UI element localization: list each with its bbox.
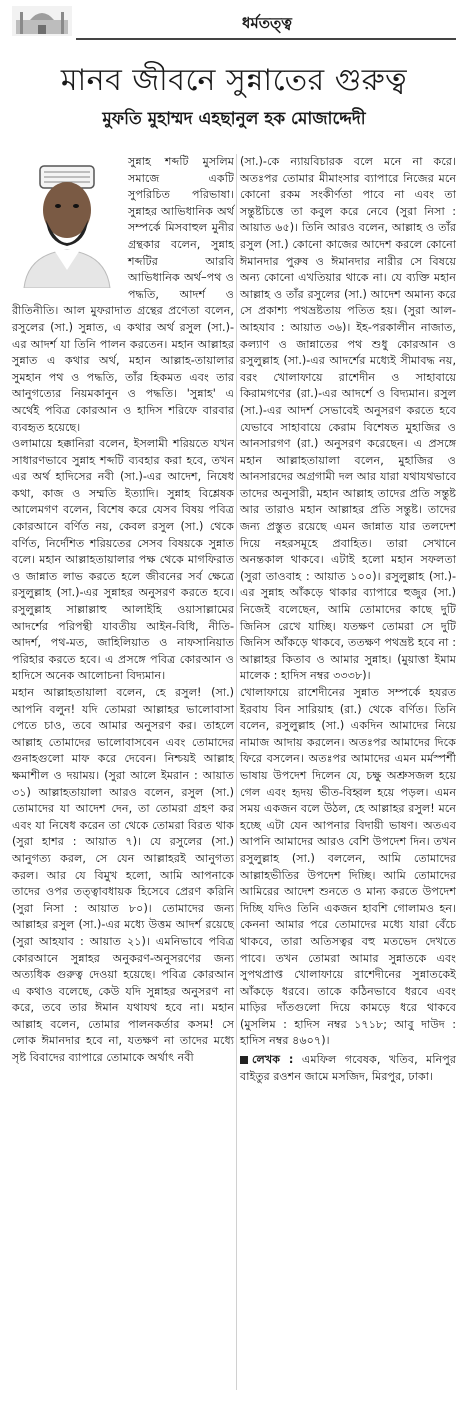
mosque-icon [12,6,72,36]
article-column-right [240,154,456,1085]
article-paragraph: (সা.)-কে ন্যায়বিচারক বলে মনে না করে। অতঃপর তোমার মীমাংসার ব্যাপারে নিজের মনে কোনো রকম সংকীর্ণতা পাবে না এবং তা সন্তুষ্টচিত্তে তা কবুল করে নেবে (সুরা নিসা : আয়াত ৬৫)। তিনি আরও বলেন, আল্লাহ ও তাঁর রসুল (সা.) কোনো কাজের আদেশ করলে কোনো ঈমানদার পুরুষ ও ঈমানদার নারীর সে বিষয়ে অন্য কোনো এখতিয়ার থাকে না। যে ব্যক্তি মহান আল্লাহ ও তাঁর রসুলের (সা.) আদেশ অমান্য করে সে প্রকাশ্য পথভ্রষ্টতায় পতিত হয়। (সুরা আল-আহযাব : আয়াত ৩৬)। ইহ-পরকালীন নাজাত, কল্যাণ ও জান্নাতের পথ শুধু কোরআন ও রসুলুল্লাহ (সা.)-এর আদর্শের মধ্যেই সীমাবদ্ধ নয়, বরং খোলাফায়ে রাশেদীন ও সাহাবায়ে কিরামগণের (রা.)-এর আদর্শে ও বিদ্যমান। রসুল (সা.)-এর আদর্শ সেভাবেই অনুসরণ করতে হবে যেভাবে সাহাবায়ে কেরাম বিশেষত মুহাজির ও আনসারগণ (রা.) অনুসরণ করেছেন। এ প্রসঙ্গে মহান আল্লাহতায়ালা বলেন, মুহাজির ও আনসারদের অগ্রগামী দল আর যারা যথাযথভাবে তাদের অনুসারী, মহান আল্লাহ তাদের প্রতি সন্তুষ্ট আর তারাও মহান আল্লাহর প্রতি সন্তুষ্ট। তাদের জন্য প্রস্তুত রয়েছে এমন জান্নাত যার তলদেশ দিয়ে নহরসমূহে প্রবাহিত। তারা সেখানে অনন্তকাল থাকবে। এটাই হলো মহান সফলতা (সুরা তাওবাহ : আয়াত ১০০)। রসুলুল্লাহ (সা.)-এর সুন্নাহ আঁকড়ে থাকার ব্যাপারে হুজুর (সা.) নিজেই বলেছেন, আমি তোমাদের কাছে দুটি জিনিস রেখে যাচ্ছি। যতক্ষণ তোমরা সে দুটি জিনিস আঁকড়ে থাকবে, ততক্ষণ পথভ্রষ্ট হবে না : আল্লাহর কিতাব ও আমার সুন্নাহ। (মুয়াত্তা ইমাম মালেক : হাদিস নম্বর ৩৩৩৮)। [240,155,456,683]
article-headline: মানব জীবনে সুন্নাতের গুরুত্ব [60,63,408,98]
header-divider [76,38,456,40]
column-divider [236,154,237,1390]
square-bullet-icon [240,1056,248,1064]
article-paragraph: ওলামায়ে হক্কানিরা বলেন, ইসলামী শরিয়তে যখন সাধারণভাবে সুন্নাহ শব্দটি ব্যবহার করা হবে, তখন এর অর্থ হাদিসের নবী (সা.)-এর আদেশ, নিষেধ কথা, কাজ ও সম্মতি ইত্যাদি। সুন্নাহ বিশ্লেষক আলেমগণ বলেন, বিশেষ করে যেসব বিষয় পবিত্র কোরআনে বর্ণিত নয়, কেবল রসুল (সা.) থেকে বর্ণিত, নির্দেশিত শরিয়তের সেসব বিষয়কে সুন্নাত বলে। মহান আল্লাহতায়ালার পক্ষ থেকে মাগফিরাত ও জান্নাত লাভ করতে হলে জীবনের সর্ব ক্ষেত্রে রসুলুল্লাহ (সা.)-এর সুন্নাহর অনুসরণ করতে হবে। রসুলুল্লাহ সাল্লাল্লাহু আলাইহি ওয়াসাল্লামের আদর্শের পরিপন্থী যাবতীয় আইন-বিধি, নীতি-আদর্শ, পথ-মত, জাহিলিয়াত ও নাফসানিয়াত পরিহার করতে হবে। এ প্রসঙ্গে পবিত্র কোরআন ও হাদিসে অনেক আলোচনা বিদ্যমান। [12,437,234,683]
author-label: লেখক : [252,1053,294,1067]
article-paragraph: খোলাফায়ে রাশেদীনের সুন্নাত সম্পর্কে হযরত ইরবায বিন সারিয়াহ (রা.) থেকে বর্ণিত। তিনি বলেন, রসুলুল্লাহ (সা.) একদিন আমাদের নিয়ে নামাজ আদায় করলেন। অতঃপর আমাদের দিকে ফিরে বসলেন। অতঃপর আমাদের এমন মর্মস্পর্শী ভাষায় উপদেশ দিলেন যে, চক্ষু অশ্রুসজল হয়ে গেল এবং হৃদয় ভীত-বিহ্বল হয়ে পড়ল। এমন সময় একজন বলে উঠল, হে আল্লাহর রসুল! মনে হচ্ছে এটা যেন আপনার বিদায়ী ভাষণ। অতএব আপনি আমাদের আরও বেশি উপদেশ দিন। তখন রসুলুল্লাহ (সা.) বললেন, আমি তোমাদের আল্লাহভীতির উপদেশ দিচ্ছি। আমি তোমাদের আমিরের আদেশ শুনতে ও মান্য করতে উপদেশ দিচ্ছি যদিও তিনি একজন হাবশি গোলামও হন। কেননা আমার পরে তোমাদের মধ্যে যারা বেঁচে থাকবে, তারা অতিসত্বর বহু মতভেদ দেখতে পাবে। তখন তোমরা আমার সুন্নাতকে এবং সুপথপ্রাপ্ত খোলাফায়ে রাশেদীনের সুন্নাতকেই আঁকড়ে ধরবে। তাকে কঠিনভাবে ধরবে এবং মাড়ির দাঁতগুলো দিয়ে কামড়ে ধরে থাকবে (মুসলিম : হাদিস নম্বর ১৭১৮; আবু দাউদ : হাদিস নম্বর ৪৬০৭)। [240,686,456,1048]
section-header [12,6,456,40]
author-affiliation: এমফিল গবেষক, খতিব, মনিপুর বাইতুর রওশন জামে মসজিদ, মিরপুর, ঢাকা। [240,1053,457,1083]
article-byline: মুফতি মুহাম্মদ এহছানুল হক মোজাদ্দেদী [102,109,366,129]
article-paragraph: মহান আল্লাহতায়ালা বলেন, হে রসুল! (সা.) আপনি বলুন! যদি তোমরা আল্লাহর ভালোবাসা পেতে চাও, তবে আমার অনুসরণ কর। তাহলে আল্লাহ তোমাদের ভালোবাসবেন এবং তোমাদের গুনাহগুলো মাফ করে দেবেন। নিশ্চয়ই আল্লাহ ক্ষমাশীল ও দয়াময়। (সুরা আলে ইমরান : আয়াত ৩১) আল্লাহতায়ালা আরও বলেন, রসুল (সা.) তোমাদের যা আদেশ দেন, তা তোমরা গ্রহণ কর এবং যা নিষেধ করেন তা থেকে তোমরা বিরত থাক (সুরা হাশর : আয়াত ৭)। যে রসুলের (সা.) আনুগত্য করল, সে যেন আল্লাহরই আনুগত্য করল। আর যে বিমুখ হলো, আমি আপনাকে তাদের ওপর তত্ত্বাবধায়ক হিসেবে প্রেরণ করিনি (সুরা নিসা : আয়াত ৮০)। তোমাদের জন্য আল্লাহর রসুল (সা.)-এর মধ্যে উত্তম আদর্শ রয়েছে (সুরা আহযাব : আয়াত ২১)। এমনিভাবে পবিত্র কোরআনে সুন্নাহর অনুকরণ-অনুসরণের জন্য অত্যধিক গুরুত্ব দেওয়া হয়েছে। পবিত্র কোরআন এ কথাও বলেছে, কেউ যদি সুন্নাহর অনুসরণ না করে, তবে তার ঈমান যথাযথ হবে না। মহান আল্লাহ বলেন, তোমার পালনকর্তার কসম! সে লোক ঈমানদার হবে না, যতক্ষণ না তাদের মধ্যে সৃষ্ট বিবাদের ব্যাপারে তোমাকে অর্থাৎ নবী [12,686,234,1065]
portrait-space [12,154,128,294]
article-column-left [12,154,234,1067]
section-title: ধর্মতত্ত্ব [242,14,292,32]
author-note [240,1052,456,1085]
article-paragraph: সুন্নাহ শব্দটি মুসলিম সমাজে একটি সুপরিচিত পরিভাষা। সুন্নাহর আভিধানিক অর্থ সম্পর্কে মিসবাহুল মুনীর গ্রন্থকার বলেন, সুন্নাহ শব্দটির আরবি আভিধানিক অর্থ–পথ ও পদ্ধতি, আদর্শ ও রীতিনীতি। আল মুফরাদাত গ্রন্থের প্রণেতা বলেন, রসুলের (সা.) সুন্নাত, এ কথার অর্থ রসুল (সা.)-এর আদর্শ যা তিনি পালন করতেন। মহান আল্লাহর সুন্নাত এ কথার অর্থ, মহান আল্লাহ-তায়ালার সুমহান পথ ও পদ্ধতি, তাঁর হিকমত এবং তার আনুগত্যের নিয়মকানুন ও পদ্ধতি। 'সুন্নাহ' এ অর্থেই পবিত্র কোরআন ও হাদিস শরিফে বারবার ব্যবহৃত হয়েছে। [12,155,234,434]
